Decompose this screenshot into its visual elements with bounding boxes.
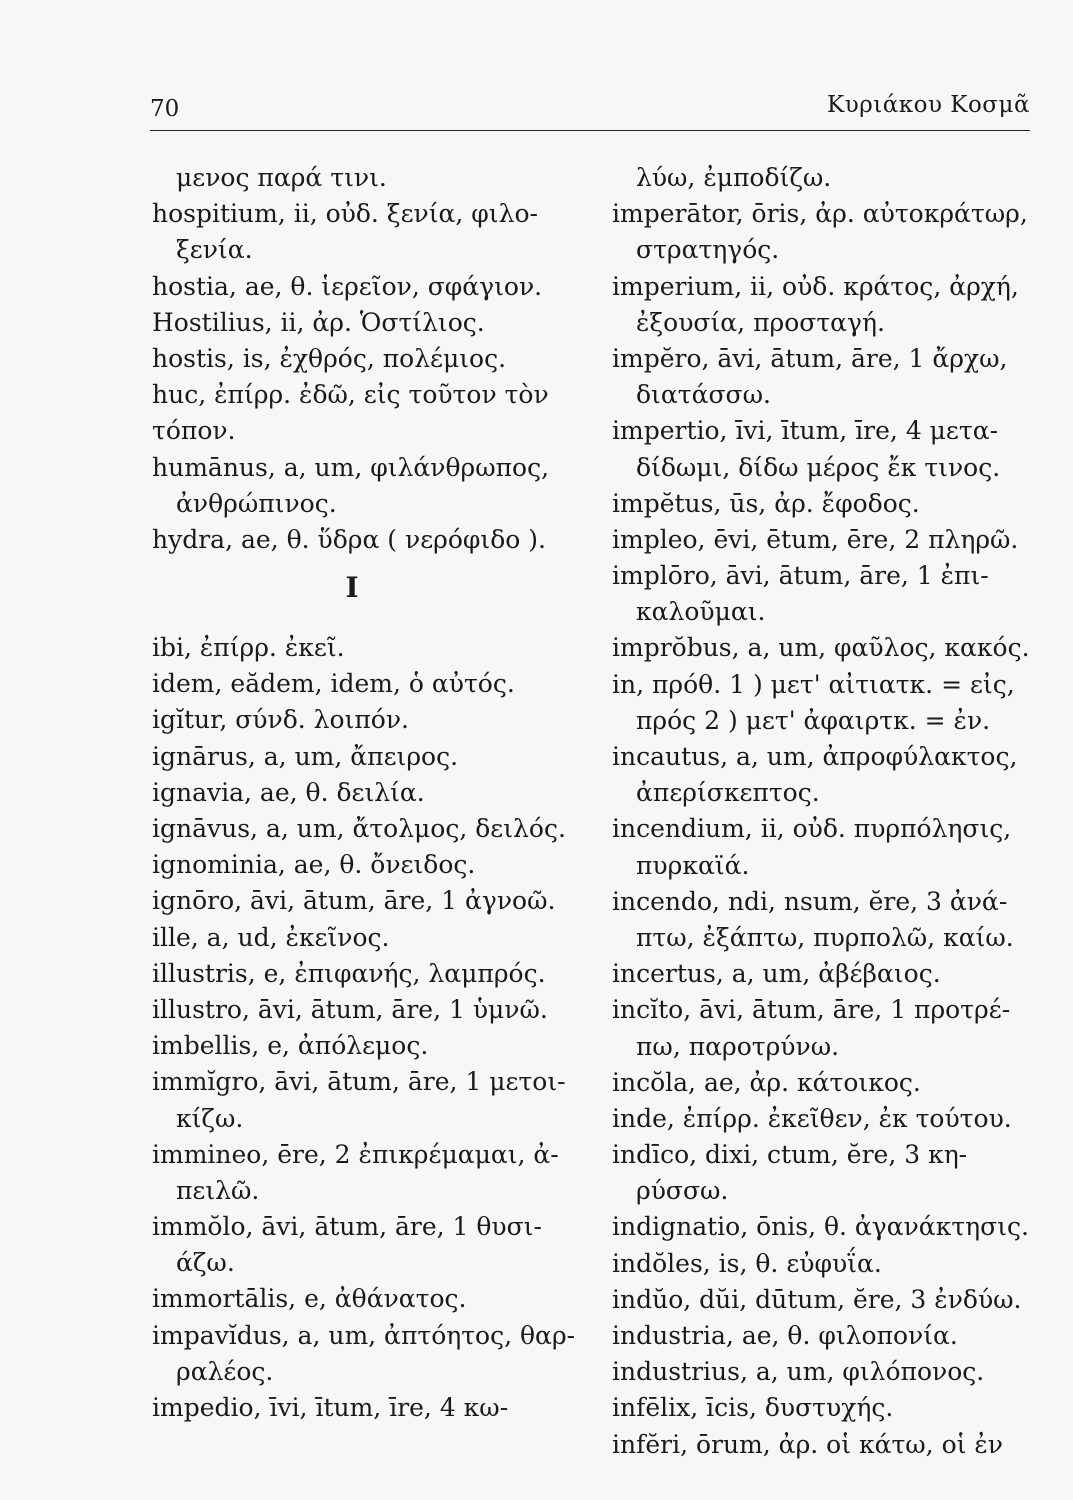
dictionary-line: immŏlo, āvi, ātum, āre, 1 θυσι- [152,1212,542,1242]
dictionary-line: indŭo, dŭi, dūtum, ĕre, 3 ἐνδύω. [612,1284,1022,1314]
dictionary-line: ἀπερίσκεπτος. [636,778,820,808]
dictionary-line: μενος παρά τινι. [176,163,387,192]
dictionary-line: infĕri, ōrum, ἀρ. οἱ κάτω, οἱ ἐν [612,1429,1003,1459]
page-number: 70 [150,96,180,122]
dictionary-line: immineo, ēre, 2 ἐπικρέμαμαι, ἀ- [152,1139,559,1169]
dictionary-line: ραλέος. [176,1356,274,1386]
dictionary-line: indīco, dixi, ctum, ĕre, 3 κη- [612,1140,968,1170]
dictionary-line: imperātor, ōris, ἀρ. αὐτοκράτωρ, [612,199,1028,229]
dictionary-line: huc, ἐπίρρ. ἐδῶ, εἰς τοῦτον τὸν [152,380,549,410]
dictionary-line: incĭto, āvi, ātum, āre, 1 προτρέ- [612,995,1011,1025]
dictionary-line: impavĭdus, a, um, ἀπτόητος, θαρ- [152,1320,576,1350]
dictionary-line: incŏla, ae, ἀρ. κάτοικος. [612,1067,921,1097]
dictionary-line: inde, ἐπίρρ. ἐκεῖθεν, ἐκ τούτου. [612,1103,1012,1133]
dictionary-line: πειλῶ. [176,1175,260,1205]
dictionary-line: humānus, a, um, φιλάνθρωπος, [152,452,550,482]
dictionary-line: ignavia, ae, θ. δειλία. [152,777,425,807]
dictionary-line: δίδωμι, δίδω μέρος ἔκ τινος. [636,452,1001,482]
dictionary-line: τόπον. [152,416,236,446]
dictionary-line: καλοῦμαι. [636,597,766,627]
running-head: Κυριάκου Κοσμᾶ [827,92,1030,118]
dictionary-line: hospitium, ii, οὐδ. ξενία, φιλο- [152,199,538,229]
dictionary-line: λύω, ἐμποδίζω. [636,163,832,192]
dictionary-line: igĭtur, σύνδ. λοιπόν. [152,705,409,735]
dictionary-line: infēlix, īcis, δυστυχής. [612,1393,894,1423]
dictionary-line: impertio, īvi, ītum, īre, 4 μετα- [612,416,999,446]
dictionary-line: πρός 2 ) μετ' ἀφαιρτκ. = ἐν. [636,705,991,735]
dictionary-line: ρύσσω. [636,1176,729,1206]
dictionary-line: ille, a, ud, ἐκεῖνος. [152,922,390,952]
dictionary-line: ibi, ἐπίρρ. ἐκεῖ. [152,633,345,663]
dictionary-line: incertus, a, um, ἀβέβαιος. [612,959,941,989]
dictionary-line: imprŏbus, a, um, φαῦλος, κακός. [612,633,1030,663]
dictionary-line: impleo, ēvi, ētum, ēre, 2 πληρῶ. [612,524,1019,554]
dictionary-line: hydra, ae, θ. ὕδρα ( νερόφιδο ). [152,524,546,554]
dictionary-line: incautus, a, um, ἀπροφύλακτος, [612,742,1018,771]
dictionary-line: immĭgro, āvi, ātum, āre, 1 μετοι- [152,1067,566,1097]
dictionary-line: ignāvus, a, um, ἄτολμος, δειλός. [152,814,566,843]
dictionary-line: ἀνθρώπινος. [176,488,337,518]
dictionary-line: incendium, ii, οὐδ. πυρπόλησις, [612,814,1012,844]
dictionary-line: hostis, is, ἐχθρός, πολέμιος. [152,343,507,373]
dictionary-line: ignominia, ae, θ. ὄνειδος. [152,850,476,880]
dictionary-line: impĕro, āvi, ātum, āre, 1 ἄρχω, [612,343,1008,373]
dictionary-line: πτω, ἐξάπτω, πυρπολῶ, καίω. [636,922,1014,952]
page-header [150,92,1030,126]
dictionary-line: πω, παροτρύνω. [636,1031,840,1061]
dictionary-line: ignārus, a, um, ἄπειρος. [152,741,459,771]
dictionary-line: indignatio, ōnis, θ. ἀγανάκτησις. [612,1212,1029,1242]
dictionary-line: incendo, ndi, nsum, ĕre, 3 ἀνά- [612,886,1008,916]
left-column [152,160,582,1426]
dictionary-line: ξενία. [176,235,253,265]
dictionary-line: hostia, ae, θ. ἱερεῖον, σφάγιον. [152,271,543,301]
dictionary-line: διατάσσω. [636,380,771,410]
dictionary-line: implōro, āvi, ātum, āre, 1 ἐπι- [612,561,989,591]
dictionary-line: indŏles, is, θ. εὐφυΐα. [612,1248,882,1278]
dictionary-line: ἐξουσία, προσταγή. [636,307,885,337]
right-column [612,160,1052,1463]
dictionary-line: στρατηγός. [636,235,780,265]
dictionary-line: ignōro, āvi, ātum, āre, 1 ἀγνοῶ. [152,886,556,916]
dictionary-line: impedio, īvi, ītum, īre, 4 κω- [152,1393,509,1422]
dictionary-line: in, πρόθ. 1 ) μετ' αἰτιατκ. = εἰς, [612,669,1015,699]
dictionary-line: idem, eădem, idem, ὁ αὐτός. [152,669,515,699]
dictionary-line: Hostilius, ii, ἀρ. Ὁστίλιος. [152,307,485,337]
dictionary-line: industria, ae, θ. φιλοπονία. [612,1321,958,1350]
dictionary-line: industrius, a, um, φιλόπονος. [612,1357,985,1387]
dictionary-line: κίζω. [176,1103,244,1133]
header-rule [150,130,1030,131]
dictionary-line: imperium, ii, οὐδ. κράτος, ἀρχή, [612,271,1019,301]
dictionary-line: illustris, e, ἐπιφανής, λαμπρός. [152,958,546,988]
dictionary-line: imbellis, e, ἀπόλεμος. [152,1031,429,1061]
dictionary-line: illustro, āvi, ātum, āre, 1 ὑμνῶ. [152,994,548,1024]
section-letter: I [345,571,359,605]
dictionary-line: άζω. [176,1248,235,1278]
dictionary-line: immortālis, e, ἀθάνατος. [152,1284,467,1314]
dictionary-line: impĕtus, ūs, ἀρ. ἔφοδος. [612,488,920,518]
dictionary-line: πυρκαϊά. [636,850,750,880]
